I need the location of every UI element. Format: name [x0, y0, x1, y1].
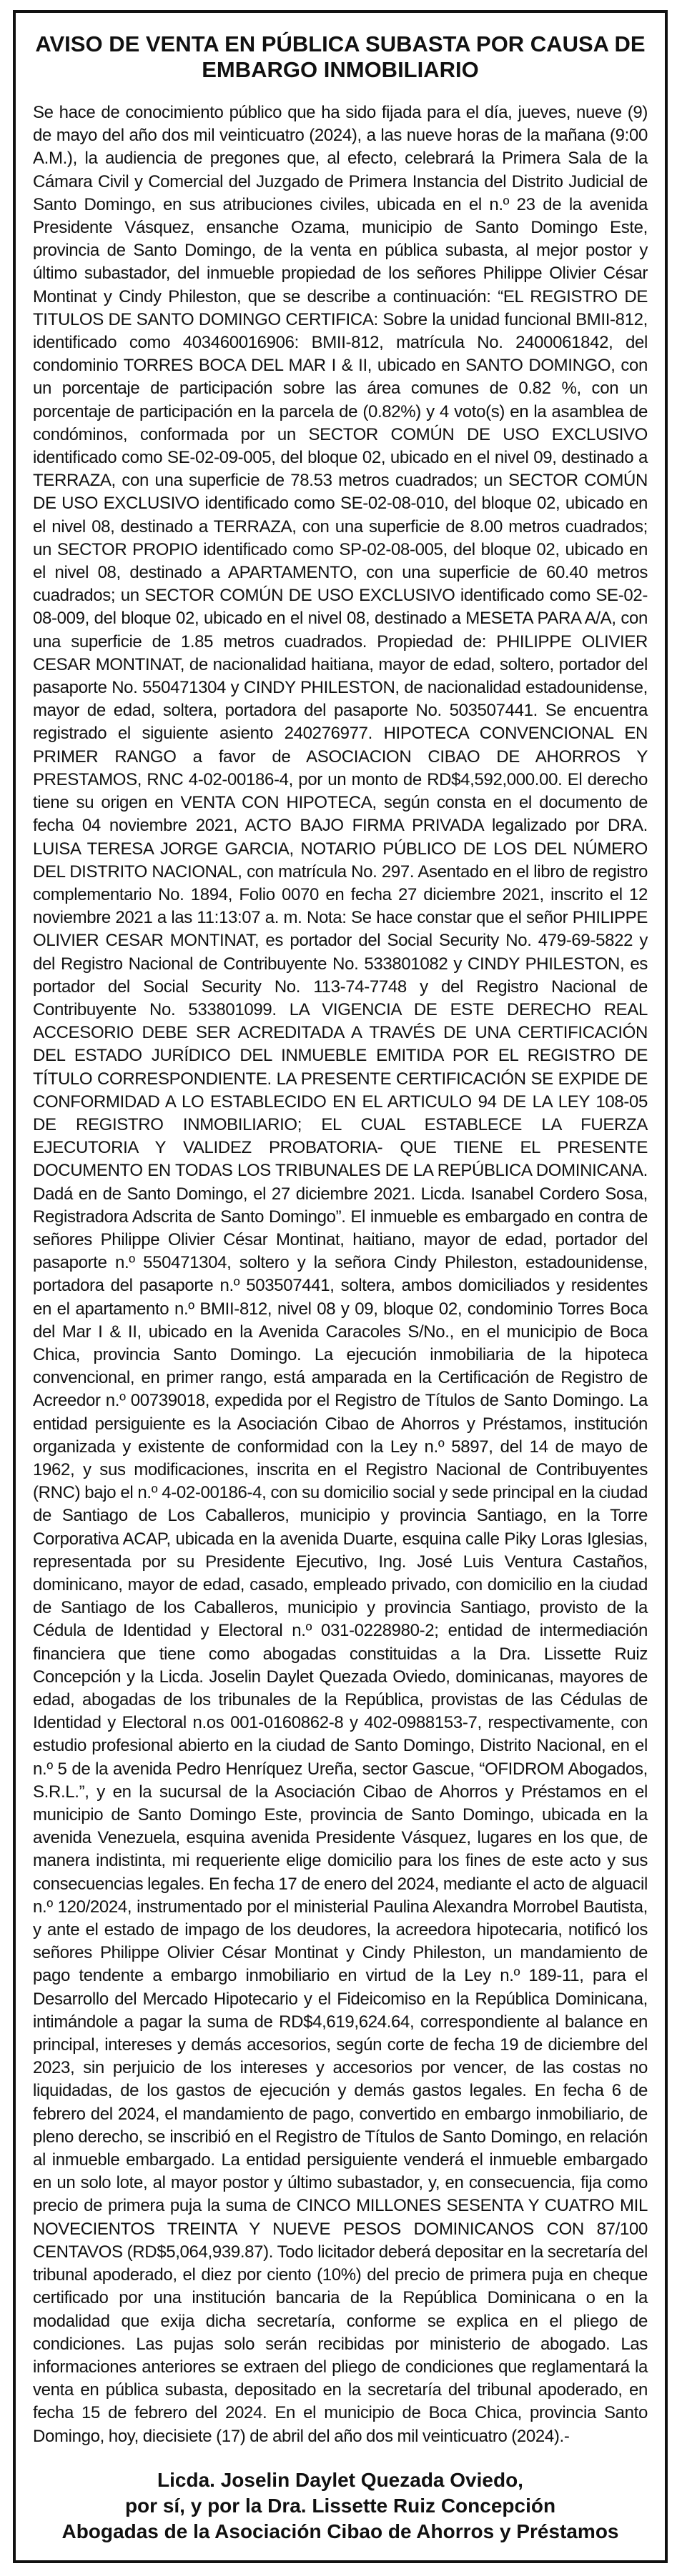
notice-title-line-2: EMBARGO INMOBILIARIO [202, 57, 479, 82]
legal-notice [13, 10, 668, 2563]
signature-line-3: Abogadas de la Asociación Cibao de Ahorros y Préstamos [61, 2520, 619, 2542]
notice-body: Se hace de conocimiento público que ha sido fijada para el día, jueves, nueve (9) de mayo del año dos mil veinticuatro (2024), a las nueve horas de la mañana (9:00 A.M.), la audiencia de pregones que, al efecto, celebrará la Primera Sala de la Cámara Civil y Comercial del Juzgado de Primera Instancia del Distrito Judicial de Santo Domingo, en sus atribuciones civiles, ubicada en el n.º 23 de la avenida Presidente Vásquez, ensanche Ozama, municipio de Santo Domingo Este, provincia de Santo Domingo, de la venta en pública subasta, al mejor postor y último subastador, del inmueble propiedad de los señores Philippe Olivier César Montinat y Cindy Phileston, que se describe a continuación: “EL REGISTRO DE TITULOS DE SANTO DOMINGO CERTIFICA: Sobre la unidad funcional BMII-812, identificado como 403460016906: BMII-812, matrícula No. 2400061842, del condominio TORRES BOCA DEL MAR I & II, ubicado en SANTO DOMINGO, con un porcentaje de participación sobre las área comunes de 0.82 %, con un porcentaje de participación en la parcela de (0.82%) y 4 voto(s) en la asamblea de condóminos, conformada por un SECTOR COMÚN DE USO EXCLUSIVO identificado como SE-02-09-005, del bloque 02, ubicado en el nivel 09, destinado a TERRAZA, con una superficie de 78.53 metros cuadrados; un SECTOR COMÚN DE USO EXCLUSIVO identificado como SE-02-08-010, del bloque 02, ubicado en el nivel 08, destinado a TERRAZA, con una superficie de 8.00 metros cuadrados; un SECTOR PROPIO identificado como SP-02-08-005, del bloque 02, ubicado en el nivel 08, destinado a APARTAMENTO, con una superficie de 60.40 metros cuadrados; un SECTOR COMÚN DE USO EXCLUSIVO identificado como SE-02-08-009, del bloque 02, ubicado en el nivel 08, destinado a MESETA PARA A/A, con una superficie de 1.85 metros cuadrados. Propiedad de: PHILIPPE OLIVIER CESAR MONTINAT, de nacionalidad haitiana, mayor de edad, soltero, portador del pasaporte No. 550471304 y CINDY PHILESTON, de nacionalidad estadounidense, mayor de edad, soltera, portadora del pasaporte No. 503507441. Se encuentra registrado el siguiente asiento 240276977. HIPOTECA CONVENCIONAL EN PRIMER RANGO a favor de ASOCIACION CIBAO DE AHORROS Y PRESTAMOS, RNC 4-02-00186-4, por un monto de RD$4,592,000.00. El derecho tiene su origen en VENTA CON HIPOTECA, según consta en el documento de fecha 04 noviembre 2021, ACTO BAJO FIRMA PRIVADA legalizado por DRA. LUISA TERESA JORGE GARCIA, NOTARIO PÚBLICO DE LOS DEL NÚMERO DEL DISTRITO NACIONAL, con matrícula No. 297. Asentado en el libro de registro complementario No. 1894, Folio 0070 en fecha 27 diciembre 2021, inscrito el 12 noviembre 2021 a las 11:13:07 a. m. Nota: Se hace constar que el señor PHILIPPE OLIVIER CESAR MONTINAT, es portador del Social Security No. 479-69-5822 y del Registro Nacional de Contribuyente No. 533801082 y CINDY PHILESTON, es portador del Social Security No. 113-74-7748 y del Registro Nacional de Contribuyente No. 533801099. LA VIGENCIA DE ESTE DERECHO REAL ACCESORIO DEBE SER ACREDITADA A TRAVÉS DE UNA CERTIFICACIÓN DEL ESTADO JURÍDICO DEL INMUEBLE EMITIDA POR EL REGISTRO DE TÍTULO CORRESPONDIENTE. LA PRESENTE CERTIFICACIÓN SE EXPIDE DE CONFORMIDAD A LO ESTABLECIDO EN EL ARTICULO 94 DE LA LEY 108-05 DE REGISTRO INMOBILIARIO; EL CUAL ESTABLECE LA FUERZA EJECUTORIA Y VALIDEZ PROBATORIA- QUE TIENE EL PRESENTE DOCUMENTO EN TODAS LOS TRIBUNALES DE LA REPÚBLICA DOMINICANA. Dadá en de Santo Domingo, el 27 diciembre 2021. Licda. Isanabel Cordero Sosa, Registradora Adscrita de Santo Domingo”. El inmueble es embargado en contra de señores Philippe Olivier César Montinat, haitiano, mayor de edad, portador del pasaporte n.º 550471304, soltero y la señora Cindy Phileston, estadounidense, portadora del pasaporte n.º 503507441, soltera, ambos domiciliados y residentes en el apartamento n.º BMII-812, nivel 08 y 09, bloque 02, condominio Torres Boca del Mar I & II, ubicado en la Avenida Caracoles S/No., en el municipio de Boca Chica, provincia Santo Domingo. La ejecución inmobiliaria de la hipoteca convencional, en primer rango, está amparada en la Certificación de Registro de Acreedor n.º 00739018, expedida por el Registro de Títulos de Santo Domingo. La entidad persiguiente es la Asociación Cibao de Ahorros y Préstamos, institución organizada y existente de conformidad con la Ley n.º 5897, del 14 de mayo de 1962, y sus modificaciones, inscrita en el Registro Nacional de Contribuyentes (RNC) bajo el n.º 4-02-00186-4, con su domicilio social y sede principal en la ciudad de Santiago de Los Caballeros, municipio y provincia Santiago, en la Torre Corporativa ACAP, ubicada en la avenida Duarte, esquina calle Piky Loras Iglesias, representada por su Presidente Ejecutivo, Ing. José Luis Ventura Castaños, dominicano, mayor de edad, casado, empleado privado, con domicilio en la ciudad de Santiago de los Caballeros, municipio y provincia Santiago, provisto de la Cédula de Identidad y Electoral n.º 031-0228980-2; entidad de intermediación financiera que tiene como abogadas constituidas a la Dra. Lissette Ruiz Concepción y la Licda. Joselin Daylet Quezada Oviedo, dominicanas, mayores de edad, abogadas de los tribunales de la República, provistas de las Cédulas de Identidad y Electoral n.os 001-0160862-8 y 402-0988153-7, respectivamente, con estudio profesional abierto en la ciudad de Santo Domingo, Distrito Nacional, en el n.º 5 de la avenida Pedro Henríquez Ureña, sector Gascue, “OFIDROM Abogados, S.R.L.”, y en la sucursal de la Asociación Cibao de Ahorros y Préstamos en el municipio de Santo Domingo Este, provincia de Santo Domingo, ubicada en la avenida Venezuela, esquina avenida Presidente Vásquez, lugares en los que, de manera indistinta, mi requeriente elige domicilio para los fines de este acto y sus consecuencias legales. En fecha 17 de enero del 2024, mediante el acto de alguacil n.º 120/2024, instrumentado por el ministerial Paulina Alexandra Morrobel Bautista, y ante el estado de impago de los deudores, la acreedora hipotecaria, notificó los señores Philippe Olivier César Montinat y Cindy Phileston, un mandamiento de pago tendente a embargo inmobiliario en virtud de la Ley n.º 189-11, para el Desarrollo del Mercado Hipotecario y el Fideicomiso en la República Dominicana, intimándole a pagar la suma de RD$4,619,624.64, correspondiente al balance en principal, intereses y demás accesorios, según corte de fecha 19 de diciembre del 2023, sin perjuicio de los intereses y accesorios por vencer, de las costas no liquidadas, de los gastos de ejecución y demás gastos legales. En fecha 6 de febrero del 2024, el mandamiento de pago, convertido en embargo inmobiliario, de pleno derecho, se inscribió en el Registro de Títulos de Santo Domingo, en relación al inmueble embargado. La entidad persiguiente venderá el inmueble embargado en un solo lote, al mayor postor y último subastador, y, en consecuencia, fija como precio de primera puja la suma de CINCO MILLONES SESENTA Y CUATRO MIL NOVECIENTOS TREINTA Y NUEVE PESOS DOMINICANOS CON 87/100 CENTAVOS (RD$5,064,939.87). Todo licitador deberá depositar en la secretaría del tribunal apoderado, el diez por ciento (10%) del precio de primera puja en cheque certificado por una institución bancaria de la República Dominicana o en la modalidad que exija dicha secretaría, conforme se explica en el pliego de condiciones. Las pujas solo serán recibidas por ministerio de abogado. Las informaciones anteriores se extraen del pliego de condiciones que reglamentará la venta en pública subasta, depositado en la secretaría del tribunal apoderado, en fecha 15 de febrero del 2024. En el municipio de Boca Chica, provincia Santo Domingo, hoy, diecisiete (17) de abril del año dos mil veinticuatro (2024).- [33, 103, 648, 2446]
signature-line-2: por sí, y por la Dra. Lissette Ruiz Concepción [124, 2495, 556, 2517]
signature-block [33, 2467, 648, 2545]
notice-title-line-1: AVISO DE VENTA EN PÚBLICA SUBASTA POR CAUSA DE [35, 31, 646, 56]
notice-title [33, 31, 648, 83]
signature-line-1: Licda. Joselin Daylet Quezada Oviedo, [157, 2469, 523, 2491]
